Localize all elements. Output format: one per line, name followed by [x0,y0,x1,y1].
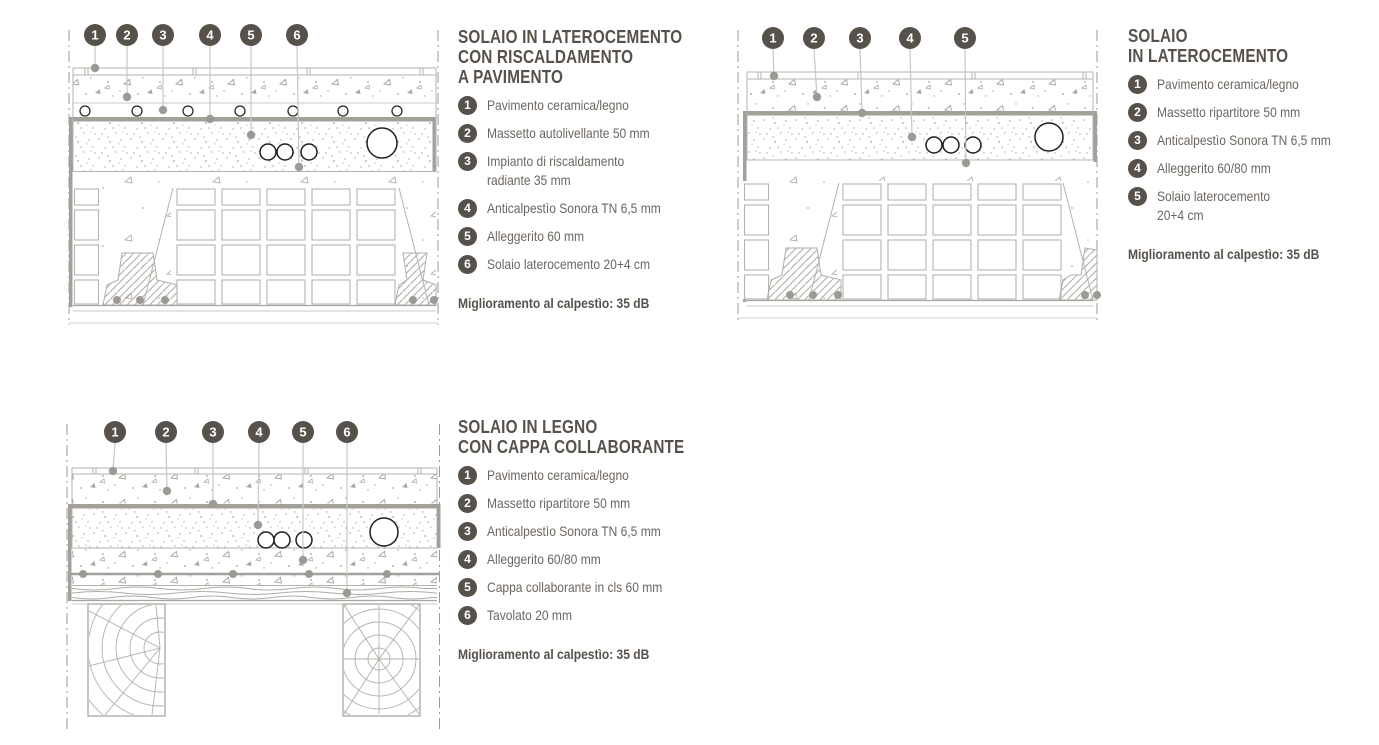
callout-3 [152,24,174,46]
item-number-badge: 4 [458,199,477,218]
svg-text:4: 4 [906,30,914,46]
layer-solaio-laterocemento [738,161,1101,319]
svg-text:1: 1 [91,27,99,43]
legend-item [1128,103,1373,122]
legend-items [458,466,728,625]
legend-item [458,606,728,625]
item-number-badge: 1 [458,96,477,115]
svg-text:2: 2 [810,30,818,46]
improvement-note: Miglioramento al calpestìo: 35 dB [458,646,650,662]
item-number-badge: 1 [1128,75,1147,94]
legend-item [1128,187,1373,225]
legend-item [458,578,728,597]
legend-items [458,96,723,274]
callout-2 [116,24,138,46]
item-label: Massetto ripartitore 50 mm [487,495,631,511]
item-label: Cappa collaborante in cls 60 mm [487,579,663,595]
item-label: radiante 35 mm [487,172,571,188]
legend-item [1128,159,1373,178]
item-number-badge: 2 [1128,103,1147,122]
callout-3 [849,27,871,49]
svg-text:2: 2 [162,424,170,440]
callout-6 [336,421,358,443]
item-label: Anticalpestìo Sonora TN 6,5 mm [487,200,661,216]
layer-pavimento [72,468,437,474]
svg-text:3: 3 [209,424,217,440]
callout-4 [899,27,921,49]
legend-laterocemento [1128,26,1373,263]
layer-solaio-laterocemento [69,172,438,323]
wood-beam-left [72,560,248,736]
legend-item [1128,75,1373,94]
item-label: Impianto di riscaldamento [487,153,625,169]
legend-item [458,255,723,274]
item-number-badge: 6 [458,255,477,274]
layer-tavolato [72,586,437,605]
legend-item [458,124,723,143]
item-number-badge: 5 [458,227,477,246]
item-label: Solaio laterocemento 20+4 cm [487,256,650,272]
svg-text:1: 1 [111,424,119,440]
item-label: Massetto ripartitore 50 mm [1157,104,1301,120]
svg-text:3: 3 [856,30,864,46]
layer-cappa-collaborante [68,549,440,586]
legend-item [458,199,723,218]
legend-item [458,522,728,541]
item-number-badge: 3 [458,522,477,541]
svg-text:6: 6 [293,27,301,43]
callout-2 [803,27,825,49]
item-label: Tavolato 20 mm [487,607,572,623]
callout-badges [762,27,976,49]
svg-text:5: 5 [299,424,307,440]
legend-item [458,550,728,569]
callout-1 [762,27,784,49]
legend-item [458,152,723,190]
improvement-note: Miglioramento al calpestìo: 35 dB [458,295,650,311]
diagram-laterocemento [730,22,1105,332]
svg-text:4: 4 [255,424,263,440]
item-number-badge: 2 [458,494,477,513]
callout-5 [954,27,976,49]
item-label: Pavimento ceramica/legno [487,467,629,483]
item-number-badge: 6 [458,606,477,625]
improvement-note: Miglioramento al calpestìo: 35 dB [1128,246,1320,262]
item-number-badge: 4 [1128,159,1147,178]
callout-5 [240,24,262,46]
legend-item [458,466,728,485]
diagram-laterocemento-riscaldamento [65,22,443,332]
legend-legno-cappa [458,417,728,663]
legend-item [458,96,723,115]
item-number-badge: 4 [458,550,477,569]
legend-item [1128,131,1373,150]
layer-massetto [747,80,1093,111]
callout-4 [248,421,270,443]
callout-2 [155,421,177,443]
svg-text:4: 4 [206,27,214,43]
legend-item [458,227,723,246]
callout-4 [199,24,221,46]
item-label: Alleggerito 60/80 mm [1157,160,1271,176]
callout-6 [286,24,308,46]
legend-title: SOLAIO IN LATEROCEMENTO CON RISCALDAMENTO A PAVIMENTO [458,27,683,87]
svg-text:1: 1 [769,30,777,46]
item-number-badge: 5 [1128,187,1147,206]
layer-impianto-riscaldamento [73,103,436,116]
callout-5 [292,421,314,443]
item-label: Solaio laterocemento [1157,188,1271,204]
item-number-badge: 3 [458,152,477,171]
item-number-badge: 1 [458,466,477,485]
item-number-badge: 3 [1128,131,1147,150]
item-number-badge: 2 [458,124,477,143]
callout-3 [202,421,224,443]
diagram-legno-cappa [60,416,452,741]
item-label: Anticalpestìo Sonora TN 6,5 mm [487,523,661,539]
svg-text:2: 2 [123,27,131,43]
svg-text:5: 5 [247,27,255,43]
item-number-badge: 5 [458,578,477,597]
callout-badges [104,421,358,443]
wood-beam-right [303,583,452,735]
legend-title: SOLAIO IN LATEROCEMENTO [1128,26,1289,66]
legend-item [458,494,728,513]
legend-laterocemento-riscaldamento [458,27,723,312]
layer-pavimento [747,72,1093,79]
svg-text:3: 3 [159,27,167,43]
layer-alleggerito [72,509,437,548]
callout-1 [84,24,106,46]
item-label: Massetto autolivellante 50 mm [487,125,650,141]
item-label: Pavimento ceramica/legno [1157,76,1299,92]
svg-text:5: 5 [961,30,969,46]
item-label: Pavimento ceramica/legno [487,97,629,113]
item-label: Alleggerito 60 mm [487,228,585,244]
callout-1 [104,421,126,443]
legend-title: SOLAIO IN LEGNO CON CAPPA COLLABORANTE [458,417,685,457]
svg-text:6: 6 [343,424,351,440]
item-label: 20+4 cm [1157,207,1204,223]
legend-items [1128,75,1373,225]
callout-badges [84,24,308,46]
item-label: Anticalpestìo Sonora TN 6,5 mm [1157,132,1331,148]
item-label: Alleggerito 60/80 mm [487,551,601,567]
